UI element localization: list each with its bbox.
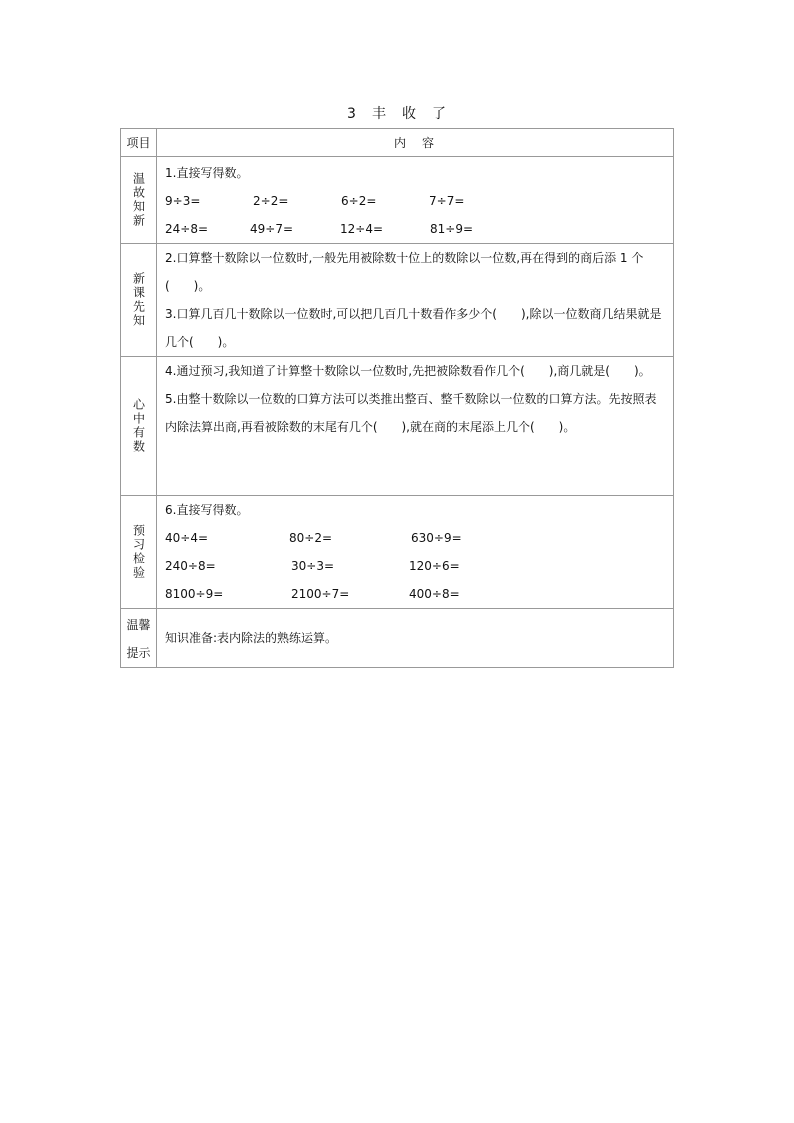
header-label: 项目: [121, 129, 157, 157]
section-tips: [121, 609, 674, 668]
section-label: 心中有数: [131, 398, 146, 454]
page-title: 3 丰 收 了: [347, 106, 447, 122]
question-heading: 6.直接写得数。: [165, 503, 249, 517]
problem: 12÷4=: [340, 222, 384, 236]
question-item: 4.通过预习,我知道了计算整十数除以一位数时,先把被除数看作几个( ),商几就是( )。: [165, 364, 651, 378]
section-label: 温馨 提示: [126, 618, 151, 660]
header-content: 内 容: [157, 129, 674, 157]
problem: 7÷7=: [429, 194, 465, 208]
problem: 2100÷7=: [291, 587, 350, 601]
problem: 120÷6=: [409, 559, 460, 573]
problem: 8100÷9=: [165, 587, 224, 601]
problem: 30÷3=: [291, 559, 335, 573]
problem: 24÷8=: [165, 222, 209, 236]
question-item: 3.口算几百几十数除以一位数时,可以把几百几十数看作多少个( ),除以一位数商几结果就是几个( )。: [165, 307, 662, 349]
problem: 2÷2=: [253, 194, 289, 208]
question-item: 5.由整十数除以一位数的口算方法可以类推出整百、整千数除以一位数的口算方法。先按照表内除法算出商,再看被除数的末尾有几个( ),就在商的末尾添上几个( )。: [165, 392, 657, 434]
section-new-lesson: [121, 244, 674, 357]
section-preview-check: [121, 496, 674, 609]
problem: 81÷9=: [430, 222, 474, 236]
problem-row: [165, 524, 667, 552]
problem: 9÷3=: [165, 194, 201, 208]
problem-row: [165, 187, 667, 215]
problem: 49÷7=: [250, 222, 294, 236]
problem-row: [165, 552, 667, 580]
problem-row: [165, 215, 667, 243]
problem: 400÷8=: [409, 587, 460, 601]
section-label: 预习检验: [131, 524, 146, 580]
problem: 6÷2=: [341, 194, 377, 208]
preview-table: [120, 128, 674, 668]
problem-row: [165, 580, 667, 608]
problem: 240÷8=: [165, 559, 216, 573]
tip-text: 知识准备:表内除法的熟练运算。: [165, 631, 338, 645]
problem: 630÷9=: [411, 531, 462, 545]
section-understanding: [121, 357, 674, 496]
header-row: [121, 129, 674, 157]
problem: 80÷2=: [289, 531, 333, 545]
problem: 40÷4=: [165, 531, 209, 545]
question-item: 2.口算整十数除以一位数时,一般先用被除数十位上的数除以一位数,再在得到的商后添 1 个( )。: [165, 251, 644, 293]
section-review: [121, 157, 674, 244]
section-label: 新课先知: [131, 272, 146, 328]
question-heading: 1.直接写得数。: [165, 166, 249, 180]
section-label: 温故知新: [131, 172, 146, 228]
